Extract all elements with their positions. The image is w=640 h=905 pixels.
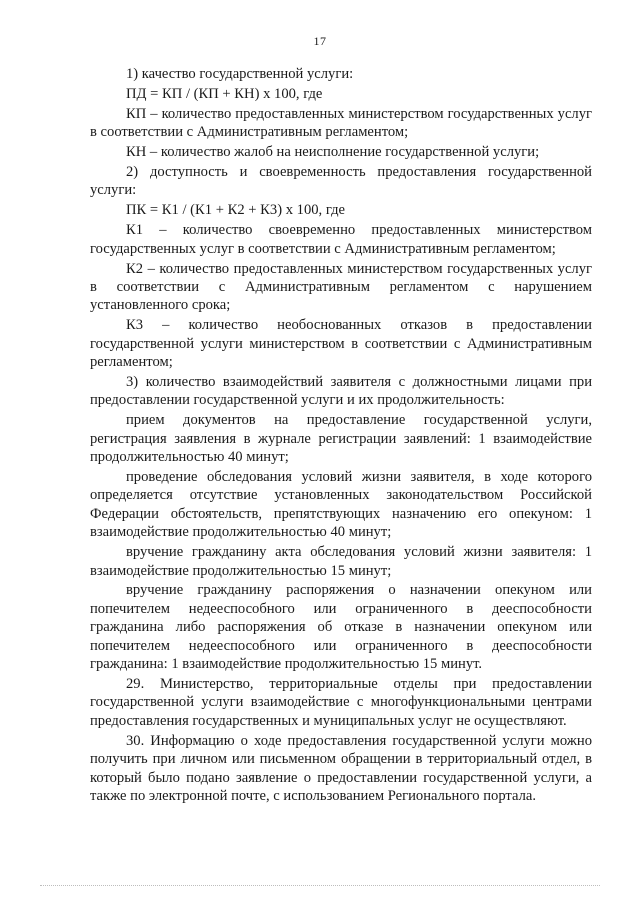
- definition-k3: К3 – количество необоснованных отказов в предоставлении государственной услуги министерством в соответствии с Административным регламентом;: [90, 317, 592, 371]
- paragraph-quality-heading: 1) качество государственной услуги:: [126, 66, 354, 82]
- interaction-inspection: проведение обследования условий жизни заявителя, в ходе которого определяется отсутствие установленных законодательством Российской Федерации обстоятельств, препятствующих назначению его опекуном: 1 взаимодействие продолжительностью 40 минут;: [90, 469, 592, 541]
- interaction-document-reception: прием документов на предоставление государственной услуги, регистрация заявления в журнале регистрации заявлений: 1 взаимодействие продолжительностью 40 минут;: [90, 412, 592, 466]
- paragraph-interactions-heading: 3) количество взаимодействий заявителя с должностными лицами при предоставлении государственной услуги и их продолжительность:: [90, 374, 592, 409]
- formula-pk: ПК = К1 / (К1 + К2 + К3) х 100, где: [126, 202, 345, 219]
- interaction-inspection-act: вручение гражданину акта обследования условий жизни заявителя: 1 взаимодействие продолжительностью 15 минут;: [90, 544, 592, 579]
- paragraph-availability-heading: 2) доступность и своевременность предоставления государственной услуги:: [90, 164, 592, 199]
- formula-pd: ПД = КП / (КП + КН) х 100, где: [126, 85, 323, 102]
- definition-kp: КП – количество предоставленных министерством государственных услуг в соответствии с Административным регламентом;: [90, 105, 592, 141]
- clause-29: 29. Министерство, территориальные отделы при предоставлении государственной услуги взаимодействие с многофункциональными центрами предоставления государственных и муниципальных услуг не осуществляют.: [90, 676, 592, 729]
- definition-kn: КН – количество жалоб на неисполнение государственной услуги;: [126, 144, 540, 161]
- document-body: [90, 65, 592, 807]
- page-number: 17: [313, 34, 327, 48]
- definition-k2: К2 – количество предоставленных министерством государственных услуг в соответствии с Административным регламентом с нарушением установленного срока;: [90, 260, 592, 314]
- footer-dotted-line: [40, 885, 600, 886]
- clause-30: 30. Информацию о ходе предоставления государственной услуги можно получить при личном или письменном обращении в территориальный отдел, в который было подано заявление о предоставлении государственной услуги, а также по электронной почте, с использованием Регионального портала.: [90, 732, 592, 804]
- interaction-order-delivery: вручение гражданину распоряжения о назначении опекуном или попечителем недееспособного или ограниченного в дееспособности гражданина либо распоряжения об отказе в назначении опекуном или попечителем недееспособного или ограниченного в дееспособности гражданина: 1 взаимодействие продолжительностью 15 минут.: [90, 582, 592, 673]
- definition-k1: К1 – количество своевременно предоставленных министерством государственных услуг в соответствии с Административным регламентом;: [90, 222, 592, 257]
